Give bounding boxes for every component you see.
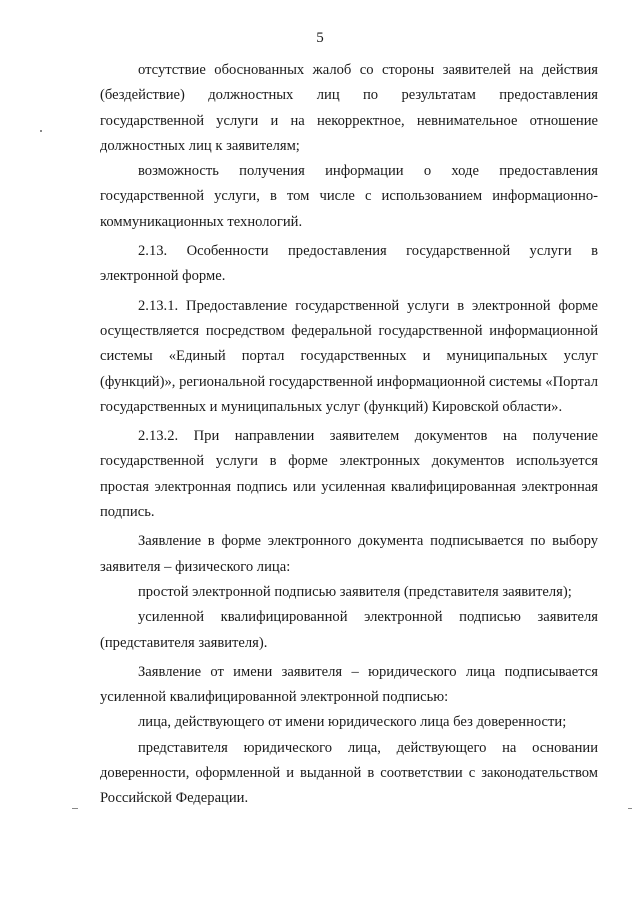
paragraph-individual-signing: Заявление в форме электронного документа подписывается по выбору заявителя – физического лица: <box>100 533 598 575</box>
paragraph-without-power-of-attorney: лица, действующего от имени юридического лица без доверенности; <box>138 714 567 731</box>
paragraph-info-access: возможность получения информации о ходе предоставления государственной услуги, в том числе с использованием информационно-коммуникационных технологий. <box>100 163 598 230</box>
paragraph-representative: представителя юридического лица, действующего на основании доверенности, оформленной и выданной в соответствии с законодательством Российской Федерации. <box>100 739 598 807</box>
paragraph-complaints: отсутствие обоснованных жалоб со стороны заявителей на действия (бездействие) должностных лиц по результатам предоставления государственной услуги и на некорректное, невнимательное отношение должностных лиц к заявителям; <box>100 62 598 154</box>
paragraph-simple-signature: простой электронной подписью заявителя (представителя заявителя); <box>138 583 572 600</box>
paragraph-2-13-heading: 2.13. Особенности предоставления государственной услуги в электронной форме. <box>100 243 598 285</box>
paragraph-2-13-2: 2.13.2. При направлении заявителем документов на получение государственной услуги в форме электронных документов используется простая электронная подпись или усиленная квалифицированная электронная подпись. <box>100 428 598 521</box>
paragraph-2-13-1: 2.13.1. Предоставление государственной услуги в электронной форме осуществляется посредством федеральной государственной информационной системы «Единый портал государственных и муниципальных услуг (функций)», региональной государственной информационной системы «Портал государственных и муниципальных услуг (функций) Кировской области». <box>100 297 598 415</box>
paragraph-qualified-signature: усиленной квалифицированной электронной подписью заявителя (представителя заявителя). <box>100 609 598 651</box>
page-number: 5 <box>316 30 324 46</box>
document-body <box>100 58 598 812</box>
paragraph-legal-entity-signing: Заявление от имени заявителя – юридического лица подписывается усиленной квалифицированной электронной подписью: <box>100 663 598 706</box>
